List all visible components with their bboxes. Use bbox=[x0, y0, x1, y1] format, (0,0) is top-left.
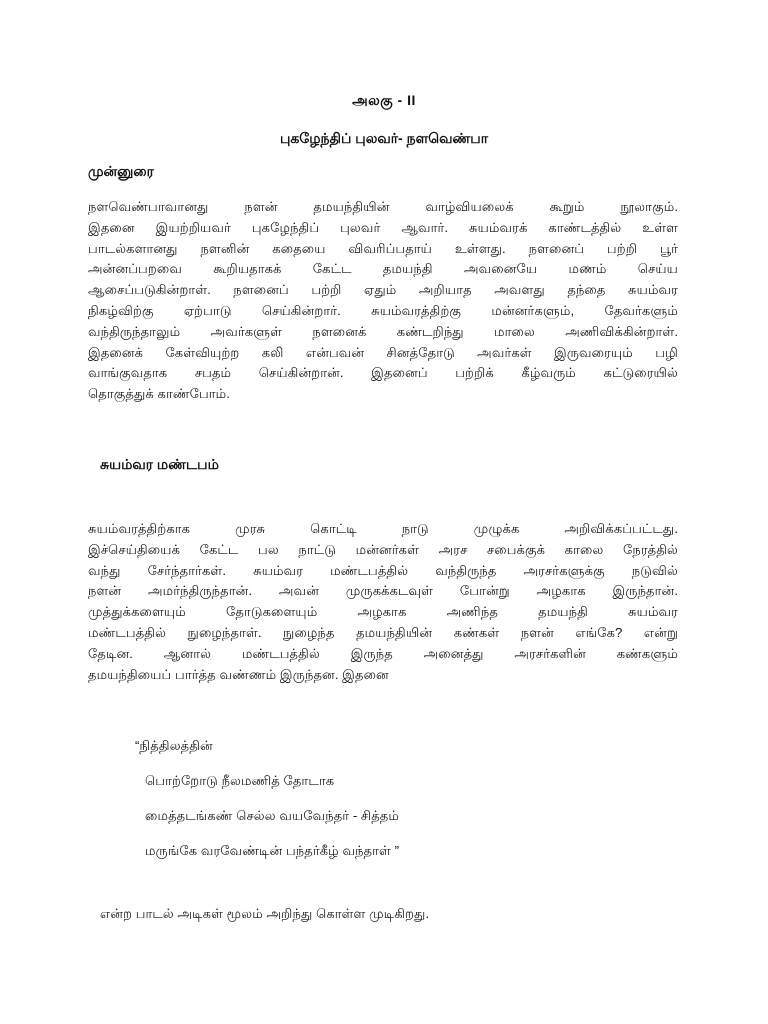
paragraph-line: வாங்குவதாக சபதம் செய்கின்றான். இதனைப் பற்றிக் கீழ்வரும் கட்டுரையில் bbox=[88, 365, 678, 381]
section-heading-swayamvara-hall: சுயம்வர மண்டபம் bbox=[100, 456, 219, 472]
paragraph-line: முத்துக்களையும் தோடுகளையும் அழகாக அணிந்த தமயந்தி சுயம்வர bbox=[88, 604, 678, 620]
verse-line: மைத்தடங்கண் செல்ல வயவேந்தர் - சித்தம் bbox=[145, 808, 400, 823]
paragraph-line: சுயம்வரத்திற்காக முரசு கொட்டி நாடு முழுக்க அறிவிக்கப்பட்டது. bbox=[88, 521, 678, 536]
paragraph-line: ஆசைப்படுகின்றாள். நளனைப் பற்றி ஏதும் அறியாத அவளது தந்தை சுயம்வர bbox=[88, 282, 678, 298]
paragraph-line: வந்திருந்தாலும் அவர்களுள் நளனைக் கண்டறிந்து மாலை அணிவிக்கின்றாள். bbox=[88, 323, 678, 339]
paragraph-line: நிகழ்விற்கு ஏற்பாடு செய்கின்றார். சுயம்வரத்திற்கு மன்னர்களும், தேவர்களும் bbox=[88, 302, 678, 318]
paragraph-line: தொகுத்துக் காண்போம். bbox=[88, 386, 230, 402]
paragraph-line: இச்செய்தியைக் கேட்ட பல நாட்டு மன்னர்கள் அரச சபைக்குக் காலை நேரத்தில் bbox=[88, 541, 678, 557]
paragraph-line: தமயந்தியைப் பார்த்த வண்ணம் இருந்தன. இதனை bbox=[88, 666, 389, 682]
closing-sentence: என்ற பாடல் அடிகள் மூலம் அறிந்து கொள்ள முடிகிறது. bbox=[100, 906, 430, 921]
paragraph-line: வந்து சேர்ந்தார்கள். சுயம்வர மண்டபத்தில் வந்திருந்த அரசர்களுக்கு நடுவில் bbox=[88, 562, 678, 578]
verse-line: பொற்றோடு நீலமணித் தோடாக bbox=[145, 773, 335, 788]
paragraph-line: நளவெண்பாவானது நளன் தமயந்தியின் வாழ்வியலைக் கூறும் நூலாகும். bbox=[88, 199, 678, 214]
verse-line: “நித்திலத்தின் bbox=[135, 738, 213, 753]
paragraph-line: இதனை இயற்றியவர் புகழேந்திப் புலவர் ஆவார். சுயம்வரக் காண்டத்தில் உள்ள bbox=[88, 219, 678, 235]
introduction-paragraph bbox=[88, 197, 678, 405]
paragraph-line: மண்டபத்தில் நுழைந்தாள். நுழைந்த தமயந்தியின் கண்கள் நளன் எங்கே? என்று bbox=[88, 624, 678, 640]
paragraph-line: இதனைக் கேள்வியுற்ற கலி என்பவன் சினத்தோடு அவர்கள் இருவரையும் பழி bbox=[88, 344, 678, 360]
paragraph-line: அன்னப்பறவை கூறியதாகக் கேட்ட தமயந்தி அவனையே மணம் செய்ய bbox=[88, 261, 678, 277]
section-heading-introduction: முன்னுரை bbox=[88, 163, 154, 179]
page-heading: புகழேந்திப் புலவர்- நளவெண்பா bbox=[279, 130, 489, 146]
swayamvara-paragraph bbox=[88, 519, 678, 685]
verse-line: மருங்கே வரவேண்டின் பந்தர்கீழ் வந்தாள் ” bbox=[145, 843, 399, 858]
paragraph-line: பாடல்களானது நளனின் கதையை விவரிப்பதாய் உள்ளது. நளனைப் பற்றி பூர் bbox=[88, 240, 678, 256]
unit-title: அலகு - II bbox=[352, 92, 416, 108]
paragraph-line: தேடின. ஆனால் மண்டபத்தில் இருந்த அனைத்து அரசர்களின் கண்களும் bbox=[88, 645, 678, 661]
paragraph-line: நளன் அமர்ந்திருந்தான். அவன் முருகக்கடவுள் போன்று அழகாக இருந்தான். bbox=[88, 583, 678, 599]
